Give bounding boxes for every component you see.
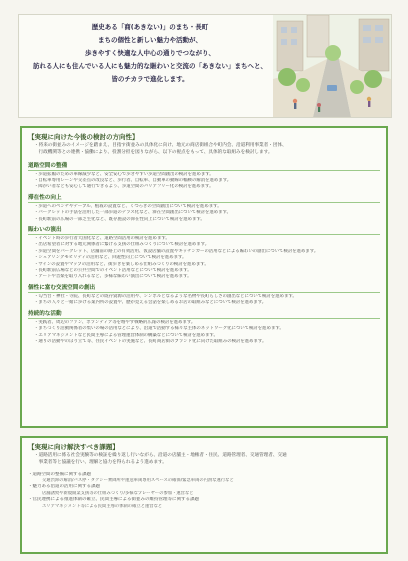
intro-line: ・将来の街並みのイメージを踏まえ、目指す街並みの具体化に向け、地元の商店街組合や町内会、沿道利用事業者・団体、 [34, 143, 287, 148]
subsection-bustle [28, 225, 380, 281]
bullet-item: ・歩道へのベンチやテーブル、植栽の設置など、くつろぎの空間創出について検討を進めます。 [34, 203, 222, 209]
bullet-item: ・アートや音楽を取り入れるなど、多様な賑わい演出について検討を進めます。 [34, 274, 192, 280]
vision-panel [18, 14, 392, 118]
direction-section-title: 【実現に向けた今後の検討の方向性】 [28, 133, 139, 141]
subsection-heading: 道路空間の整備 [28, 161, 380, 171]
subsection-sustained-activity [28, 309, 380, 346]
issue-detail: 交通渋滞の解消/バス停・タクシー乗降所や運送車両専用スペースの確保/緊急車両の円滑な運行など [42, 478, 234, 484]
issues-list [22, 472, 386, 511]
issue-item: ・官民連携による推進体制の確立、民間主導による街並みの維持管理等に関する課題 [28, 497, 199, 503]
bullet-item: ・歩道空間をパークレット、店舗前の路上の有効活用、仮設店舗の設置やキッチンカーの活用などによる賑わいの創出について検討を進めます。 [34, 248, 319, 254]
bullet-item: ・イベント時の歩行者天国化など、道路空間活用の検討を進めます。 [34, 236, 170, 242]
subsection-heading: 滞在性の向上 [28, 193, 380, 203]
bullet-item: ・まちの人々と一緒に歩ける案内所の設置や、歴が見える会話を楽しめるお店の取組みなどについて検討を進めます。 [34, 300, 267, 306]
issue-detail: エリアマネジメント等による民間主導の体制の確立と運営など [42, 503, 163, 509]
issue-item: ・魅力ある沿道の活用に関する課題 [28, 484, 100, 490]
bullet-item: ・出店希望者に対する地元関係者に繋げる支援の仕組みづくりについて検討を進めます。 [34, 242, 210, 248]
subsection-heading: 持続的な活動 [28, 309, 380, 319]
bullet-item: ・実践者、周辺のファン、ボランティア等を増やす戦略的広報の検討を進めます。 [34, 319, 196, 325]
bullet-item: ・歩道拡幅のための車線減少など、安全安心で歩きやすい歩道空間創出の検討を進めます。 [34, 171, 214, 177]
bullet-item: ・障がい者なども安心して通行できるよう、歩道空間のバリアフリー化の検討を進めます。 [34, 184, 214, 190]
bullet-item: ・パークレットの手法を活用した一部歩道のテラス化など、滞在空間創出について検討を進めます。 [34, 210, 231, 216]
vision-line: 訪れる人にも住んでいる人にも魅力的な賑わいと交流の「あきない」まちへと、 [33, 62, 267, 70]
issues-section-title: 【実現に向け解決すべき課題】 [28, 443, 119, 451]
subsection-stay [28, 193, 380, 223]
bullet-item: ・サインの設置やマップの活用など、街歩きを楽しめる仕組みづくりの検討を進めます。 [34, 261, 209, 267]
issue-item: ・道路空間の整備に関する課題 [28, 471, 91, 477]
bullet-item: ・エリアマネジメントなど民間主導による管理運営体制の構築などについて検討を進めます。 [34, 332, 218, 338]
direction-intro [22, 143, 386, 159]
intro-line: 事業者等と協議を行い、理解と協力を得られるよう進めます。 [34, 459, 167, 465]
vision-statement [25, 21, 275, 86]
subsection-heading: 賑わいの演出 [28, 225, 380, 235]
bullet-item: ・自転車専用レーンや交差点の改良など、歩行者、自転車、自動車の動線の輻輳の解消を進めます。 [34, 178, 232, 183]
vision-line: 歩きやすく快適な人中心の通りでつながり、 [85, 49, 215, 57]
subsection-exchange-space [28, 283, 380, 307]
intro-line: 行政機関等との連携・協働により、役割分担を図りながら、以下の視点をもって、具体的な取組みを検討します。 [34, 149, 273, 155]
issues-intro [22, 453, 386, 469]
bullet-item: ・勾当台・神社・寺院、長町などの既存資源の活用や、シンボルとなるような名物や長町らしさの創出などについて検討を進めます。 [34, 293, 297, 299]
vision-line: まちの個性と新しい魅力や活動が、 [98, 36, 202, 44]
subsection-road-space [28, 161, 380, 191]
intro-line: ・道路活用に係る社会実験等の検証を繰り返し行いながら、沿道の店舗主・地権者・住民、道路管理者、交通管理者、交通 [34, 453, 287, 458]
bullet-item: ・まちづくり活動関係者の集いの場の活用などにより、沿道で活動する様々な主体のネットワーク化について検討を進めます。 [34, 326, 284, 332]
bullet-item: ・長町駅前広場などの公共空間でのイベント活用などについて検討を進めます。 [34, 268, 192, 274]
issues-section [20, 436, 388, 554]
bullet-item: ・通りの活動やのぼり立て等、住民イベントの実施など、長町商店街のブランド化に向けた取組みの検討を進めます。 [34, 338, 267, 344]
vision-line: 皆のチカラで進化します。 [111, 75, 189, 83]
direction-section [20, 126, 388, 428]
bullet-item: ・長町駅前の広場の一部芝生化など、既存施設の滞在性向上について検討を進めます。 [34, 216, 205, 222]
streetscape-illustration [273, 15, 391, 117]
bullet-item: ・シェアリングモビリティの活用など、回遊性向上について検討を進めます。 [34, 255, 187, 261]
vision-line: 歴史ある「商(あきない)」のまち・長町 [91, 23, 209, 31]
subsection-heading: 個性に富む交流空間の創出 [28, 283, 380, 293]
issue-detail: 店舗誘致や新規開業支援等の仕組みづくり/多様なプレーヤーの参加・運営など [42, 491, 194, 497]
